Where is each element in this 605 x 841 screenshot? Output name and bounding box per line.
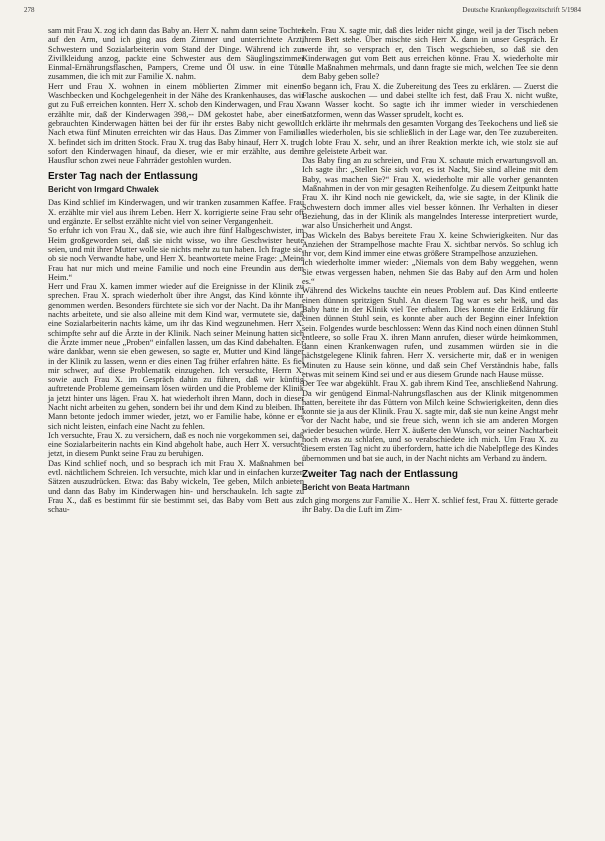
page-header [24,6,581,18]
section-byline-day-one: Bericht von Irmgard Chwalek [48,185,159,195]
section-heading-day-two: Zweiter Tag nach der Entlassung [302,468,458,480]
left-column [48,26,304,515]
paragraph: Herr und Frau X. wohnen in einem möblierten Zimmer mit einem Waschbecken und Kochgelegenheit in der Nähe des Krankenhauses, das wir gut zu Fuß erreichen konnten. Herr X. schob den Kinderwagen, und Frau X. erzählte mir, daß der Kinderwagen 398,-- DM gekostet habe, aber einen gebrauchten Kinderwagen hätten bei der für ihr erstes Baby nicht gewollt. Nach etwa fünf Minuten erreichten wir das Haus. Das Zimmer von Familie X. befindet sich im dritten Stock. Frau X. trug das Baby hinauf, Herr X. trug sofort den Kinderwagen hinauf, da dieser, wie er mir erzählte, aus dem Hausflur schon zwei neue Fahrräder gestohlen wurden. [48,81,304,166]
paragraph: keln. Frau X. sagte mir, daß dies leider nicht ginge, weil ja der Tisch neben ihrem Bett stehe. Über mischte sich Herr X. dann in unser Gespräch. Er werde ihr, so versprach er, den Tisch wegschieben, so daß sie den Kinderwagen gut vom Bett aus erreichen könne. Frau X. wiederholte mir alle Maßnahmen mehrmals, und dann fragte sie mich, welchen Tee sie denn dem Baby geben solle? [302,26,558,82]
paragraph: Herr und Frau X. kamen immer wieder auf die Ereignisse in der Klinik zu sprechen. Frau X. sprach wiederholt über ihre Angst, das Kind könnte ihr genommen werden. Besonders fürchtete sie sich vor der Nacht. Da ihr Mann nachts arbeitete, und sie also alleine mit dem Kind war, vermutete sie, daß eine Sozialarbeiterin nachts käme, um ihr das Kind wegzunehmen. Herr X. schimpfte sehr auf die Ärzte in der Klinik. Nach seiner Meinung hatten sich die Ärzte immer neue „Proben“ einfallen lassen, um das Kind dabehalten. Er wäre dankbar, wenn sie eben gewesen, so sagte er, Mutter und Kind länger in der Klinik zu lassen, wenn er dies einen Tag früher erfahren hätte. Es fiel mir schwer, auf diese Problematik einzugehen. Ich versuchte, Herrn X. sowie auch Frau X. im Gespräch dahin zu führen, daß wir künftig auftretende Probleme gemeinsam lösen würden und die Probleme der Klinik ja jetzt hinter uns lägen. Frau X. hat wiederholt ihren Mann, doch in dieser Nacht nicht arbeiten zu gehen, sondern bei ihr und dem Kind zu bleiben. Ihr Mann betonte jedoch immer wieder, jetzt, wo er Familie habe, könne er es sich nicht leisten, einfach eine Nacht zu fehlen. [48,282,304,431]
paragraph: Ich ging morgens zur Familie X.. Herr X. schlief fest, Frau X. fütterte gerade ihr Baby. Da die Luft im Zim- [302,495,558,515]
paragraph: So erfuhr ich von Frau X., daß sie, wie auch ihre fünf Halbgeschwister, im Heim großgeworden sei, daß sie nicht wisse, wo ihre Geschwister heute seien, und mit ihrer Mutter wolle sie nichts mehr zu tun haben. Ich fragte sie, ob sie noch Verwandte habe, und Herr X. beantwortete meine Frage: „Meine Frau hat nur mich und meine Familie und noch eine Freundin aus dem Heim.“ [48,226,304,282]
paragraph: Das Kind schlief noch, und so besprach ich mit Frau X. Maßnahmen bei evtl. nächtlichem Schreien. Ich versuchte, mich klar und in einfachen kurzen Sätzen auszudrücken. Etwa: das Baby wickeln, Tee geben, Milch anbieten und dann das Baby im Kinderwagen hin- und herschaukeln. Ich sagte zu Frau X., daß es bestimmt für sie bestimmt sei, das Baby vom Bett aus zu schau- [48,458,304,515]
paragraph: Während des Wickelns tauchte ein neues Problem auf. Das Kind entleerte einen dünnen spritzigen Stuhl. An diesem Tag war es sehr heiß, und das Baby hatte in der Klinik viel Tee erhalten. Dies konnte die Erklärung für einen dünnen Stuhl sein, es konnte aber auch der Beginn einer Infektion sein. Folgendes wurde beschlossen: Wenn das Kind noch einen dünnen Stuhl entleere, so solle Frau X. ihren Mann anrufen, dieser würde heimkommen, dann einen Krankenwagen rufen, und zusammen würden sie in die nächstgelegene Klinik fahren. Herr X. versicherte mir, daß er in wenigen Minuten zu Hause sein könne, und daß sein Chef Verständnis habe, falls etwas mit seinem Kind sei und er aus diesem Grunde nach Hause müsse. [302,286,558,379]
section-byline-day-two: Bericht von Beata Hartmann [302,482,410,492]
page-number: 278 [24,6,35,14]
paragraph: Das Kind schlief im Kinderwagen, und wir tranken zusammen Kaffee. Frau X. erzählte mir viel aus ihrem Leben. Herr X. korrigierte seine Frau sehr oft und ergänzte. Er selbst erzählte nicht viel von seiner Vergangenheit. [48,198,304,227]
paragraph: Ich erklärte ihr mehrmals den gesamten Vorgang des Teekochens und ließ sie alles wiederholen, bis sie schließlich in der Lage war, den Tee zuzubereiten. Ich lobte Frau X. sehr, und an ihrer Reaktion merkte ich, wie stolz sie auf ihre geleistete Arbeit war. [302,118,558,156]
paragraph: Das Wickeln des Babys bereitete Frau X. keine Schwierigkeiten. Nur das Anziehen der Strampelhose machte Frau X. sichtbar nervös. So schlug ich ihr vor, dem Kind immer eine etwas größere Strampelhose anzuziehen. [302,230,558,259]
paragraph: Das Baby fing an zu schreien, und Frau X. schaute mich erwartungsvoll an. Ich sagte ihr: „Stellen Sie sich vor, es ist Nacht, Sie sind alleine mit dem Baby, was machen Sie?“ Frau X. wiederholte mir alle vorher genannten Maßnahmen in der von mir gesagten Reihenfolge. Zu diesem Zeitpunkt hatte Frau X. ihr Kind noch nie gewickelt, da, wie sie sagte, in der Klinik die Schwestern doch immer alles viel besser können. Ihr Verhalten in dieser Beziehung, das in der Klinik als mangelndes Interesse interpretiert wurde, war also Unsicherheit und Angst. [302,156,558,231]
journal-title: Deutsche Krankenpflegezeitschrift 5/1984 [462,6,581,14]
paragraph: Ich versuchte, Frau X. zu versichern, daß es noch nie vorgekommen sei, daß eine Sozialarbeiterin nachts ein Kind abgeholt habe, auch Herr X. versuchte jetzt, in diesem Punkt seine Frau zu beruhigen. [48,430,304,459]
paragraph: So begann ich, Frau X. die Zubereitung des Tees zu erklären. — Zuerst die Flasche auskochen — und dabei stellte ich fest, daß Frau X. nicht wußte, wann Wasser kocht. So sagte ich ihr immer wieder in verschiedenen Satzformen, wenn das Wasser sprudelt, kocht es. [302,81,558,119]
paragraph: Der Tee war abgekühlt. Frau X. gab ihrem Kind Tee, anschließend Nahrung. Da wir genügend Einmal-Nahrungsflaschen aus der Klinik mitgenommen hatten, bereitete ihr das Füttern von Milch keine Schwierigkeiten, denn dies konnte sie ja aus der Klinik. Frau X. sagte mir, daß sie nun keine Angst mehr vor der Nacht habe, und sie freue sich, wenn ich sie am anderen Morgen wieder besuchen würde. Herr X. äußerte den Wunsch, vor seiner Nachtarbeit noch etwas zu schlafen, und so verabschiedete ich mich. Um Frau X. zu diesem ersten Tag nicht zu überfordern, hatte ich die Nabelpflege des Kindes übernommen und bat sie auch, in der Nacht nichts am Verband zu ändern. [302,379,558,463]
paragraph: sam mit Frau X. zog ich dann das Baby an. Herr X. nahm dann seine Tochter auf den Arm, und ich ging aus dem Zimmer und unterrichtete Arzt, Schwestern und Sozialarbeiterin vom Stand der Dinge. Während ich zur Zivilkleidung anzog, packte eine Schwester aus dem Säuglingszimmer Einmal-Ernährungsflaschen, Pampers, Creme und Öl usw. in eine Tüte zusammen, die ich mit zur Familie X. nahm. [48,26,304,82]
right-column [302,26,558,515]
paragraph: Ich wiederholte immer wieder: „Niemals von dem Baby weggehen, wenn Sie etwas vergessen haben, nehmen Sie das Baby auf den Arm und holen es.“ [302,258,558,287]
section-heading-day-one: Erster Tag nach der Entlassung [48,171,198,183]
